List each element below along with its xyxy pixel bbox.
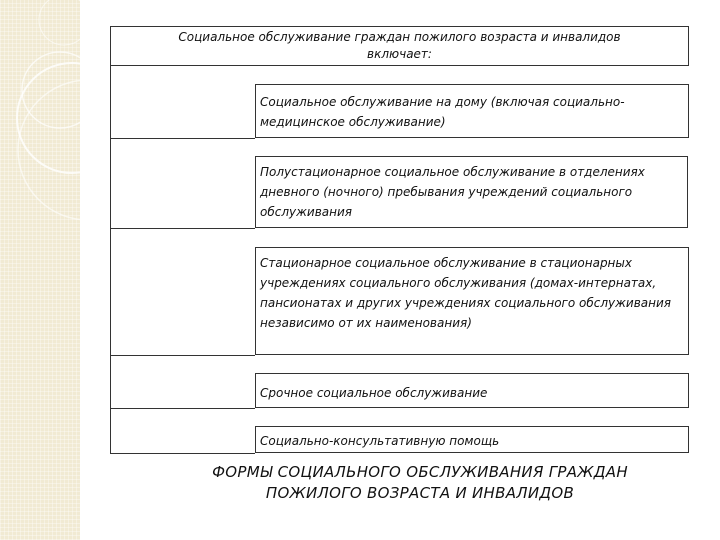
diagram-header-box (110, 26, 689, 66)
connector-line-4 (110, 408, 255, 409)
form-text-stationary: Стационарное социальное обслуживание в стационарных учреждениях социального обслуживания (домах-интернатах, пансионатах и других учреждениях социального обслуживания независимо от их наименования) (260, 256, 672, 330)
diagram-title (160, 462, 680, 504)
form-box-consultative (255, 426, 689, 453)
form-text-semi-stationary: Полустационарное социальное обслуживание в отделениях дневного (ночного) пребывания учреждений социального обслуживания (260, 165, 645, 219)
form-box-semi-stationary (255, 156, 688, 228)
diagram-title-line-2: ПОЖИЛОГО ВОЗРАСТА И ИНВАЛИДОВ (265, 484, 575, 502)
decorative-side-panel (0, 0, 80, 540)
header-line-1: Социальное обслуживание граждан пожилого возраста и инвалидов (178, 30, 621, 44)
form-text-urgent: Срочное социальное обслуживание (260, 386, 488, 400)
connector-vertical-line (110, 66, 111, 453)
diagram-title-line-1: ФОРМЫ СОЦИАЛЬНОГО ОБСЛУЖИВАНИЯ ГРАЖДАН (212, 463, 628, 481)
decorative-circles-graphic (0, 0, 80, 540)
form-text-home-service: Социальное обслуживание на дому (включая социально-медицинское обслуживание) (260, 95, 625, 129)
connector-line-1 (110, 138, 255, 139)
connector-line-3 (110, 355, 255, 356)
form-box-urgent (255, 373, 689, 408)
header-line-2: включает: (367, 47, 432, 61)
form-box-home-service (255, 84, 689, 138)
connector-line-2 (110, 228, 255, 229)
connector-line-5 (110, 453, 255, 454)
form-text-consultative: Социально-консультативную помощь (260, 434, 500, 448)
form-box-stationary (255, 247, 689, 355)
